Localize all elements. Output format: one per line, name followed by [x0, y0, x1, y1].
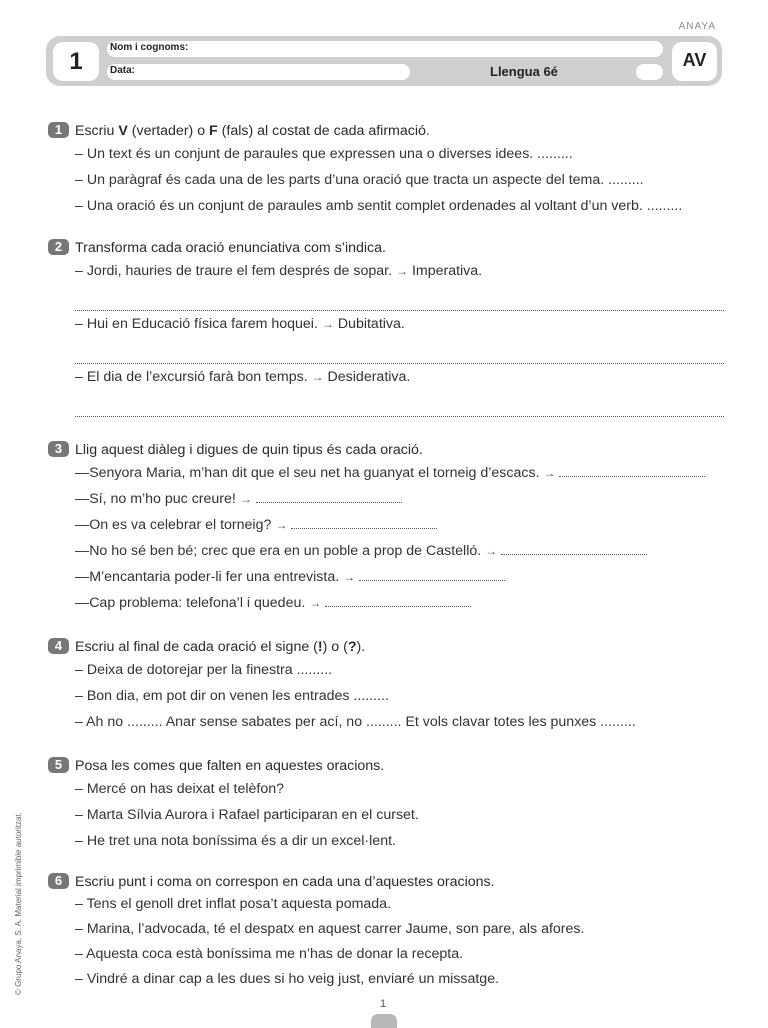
name-label: Nom i cognoms:	[110, 42, 189, 53]
date-field[interactable]	[107, 64, 410, 80]
publisher-logo: ANAYA	[678, 21, 716, 32]
sentence-item[interactable]: – He tret una nota boníssima és a dir un excel·lent.	[75, 833, 396, 849]
sentence-item: – Jordi, hauries de traure el fem després de sopar. → Imperativa.	[75, 263, 483, 279]
answer-blank[interactable]	[559, 462, 705, 477]
exercise-number: 6	[48, 873, 69, 889]
arrow-icon: →	[239, 492, 252, 506]
statement-item[interactable]: – Un text és un conjunt de paraules que expressen una o diverses idees. .........	[75, 146, 573, 162]
answer-line[interactable]	[75, 284, 724, 311]
copyright-note: © Grupo Anaya, S. A. Material imprimible autoritzat.	[14, 812, 23, 995]
exercise-instruction: Escriu V (vertader) o F (fals) al costat de cada afirmació.	[75, 123, 430, 139]
statement-item[interactable]: – Una oració és un conjunt de paraules amb sentit complet ordenades al voltant d’un verb. .........	[75, 198, 683, 214]
exercise-5	[48, 756, 724, 854]
exercise-instruction: Escriu punt i coma on correspon en cada una d’aquestes oracions.	[75, 874, 495, 890]
exercise-number: 1	[48, 122, 69, 138]
dialogue-item: —On es va celebrar el torneig? →	[48, 512, 724, 538]
answer-line[interactable]	[75, 390, 724, 417]
unit-number: 1	[53, 42, 99, 81]
arrow-icon: →	[485, 544, 498, 558]
answer-line[interactable]	[75, 337, 724, 364]
exercise-1	[48, 121, 724, 219]
exercise-3	[48, 440, 724, 616]
page-number: 1	[380, 998, 387, 1010]
group-field[interactable]	[636, 64, 663, 80]
sentence-item: – El dia de l’excursió farà bon temps. → Desiderativa.	[75, 369, 411, 385]
answer-blank[interactable]	[256, 488, 402, 503]
arrow-icon: →	[395, 264, 408, 278]
page-tab	[371, 1014, 397, 1028]
arrow-icon: →	[543, 466, 556, 480]
arrow-icon: →	[321, 317, 334, 331]
arrow-icon: →	[275, 518, 288, 532]
sentence-item[interactable]: – Aquesta coca està boníssima me n’has de donar la recepta.	[75, 946, 464, 962]
exercise-instruction: Escriu al final de cada oració el signe (!) o (?).	[75, 639, 366, 655]
dialogue-item: —Cap problema: telefona’l i quedeu. →	[48, 590, 724, 616]
exercise-instruction: Transforma cada oració enunciativa com s’indica.	[75, 240, 386, 256]
date-label: Data:	[110, 65, 136, 76]
answer-blank[interactable]	[325, 592, 471, 607]
sentence-item[interactable]: – Ah no ......... Anar sense sabates per ací, no ......... Et vols clavar totes les punxes .........	[75, 714, 636, 730]
sentence-item[interactable]: – Bon dia, em pot dir on venen les entrades .........	[75, 688, 389, 704]
sentence-item[interactable]: – Marta Sílvia Aurora i Rafael participaran en el curset.	[75, 807, 419, 823]
exercise-instruction: Posa les comes que falten en aquestes oracions.	[75, 758, 385, 774]
exercise-instruction: Llig aquest diàleg i digues de quin tipus és cada oració.	[75, 442, 423, 458]
arrow-icon: →	[309, 596, 322, 610]
level-badge: AV	[672, 42, 717, 81]
dialogue-item: —Sí, no m’ho puc creure! →	[48, 486, 724, 512]
answer-blank[interactable]	[291, 514, 437, 529]
arrow-icon: →	[343, 570, 356, 584]
name-field[interactable]	[107, 41, 663, 57]
answer-blank[interactable]	[359, 566, 505, 581]
sentence-item[interactable]: – Vindré a dinar cap a les dues si ho veig just, enviaré un missatge.	[75, 971, 500, 987]
answer-blank[interactable]	[501, 540, 647, 555]
sentence-item[interactable]: – Mercé on has deixat el telèfon?	[75, 781, 285, 797]
sentence-item: – Hui en Educació física farem hoquei. → Dubitativa.	[75, 316, 405, 332]
exercise-6	[48, 872, 724, 992]
exercise-number: 4	[48, 638, 69, 654]
dialogue-item: —M’encantaria poder-li fer una entrevista. →	[48, 564, 724, 590]
dialogue-item: —No ho sé ben bé; crec que era en un poble a prop de Castelló. →	[48, 538, 724, 564]
exercise-number: 2	[48, 239, 69, 255]
statement-item[interactable]: – Un paràgraf és cada una de les parts d’una oració que tracta un aspecte del tema. .........	[75, 172, 644, 188]
exercise-4	[48, 637, 724, 735]
sentence-item[interactable]: – Tens el genoll dret inflat posa’t aquesta pomada.	[75, 896, 392, 912]
dialogue-item: —Senyora Maria, m’han dit que el seu net ha guanyat el torneig d’escacs. →	[48, 460, 724, 486]
sentence-item[interactable]: – Deixa de dotorejar per la finestra .........	[75, 662, 333, 678]
sentence-item[interactable]: – Marina, l’advocada, té el despatx en aquest carrer Jaume, son pare, als afores.	[75, 921, 585, 937]
exercise-number: 3	[48, 441, 69, 457]
arrow-icon: →	[311, 370, 324, 384]
subject-title: Llengua 6é	[490, 64, 558, 79]
exercise-number: 5	[48, 757, 69, 773]
exercise-2	[48, 238, 724, 417]
